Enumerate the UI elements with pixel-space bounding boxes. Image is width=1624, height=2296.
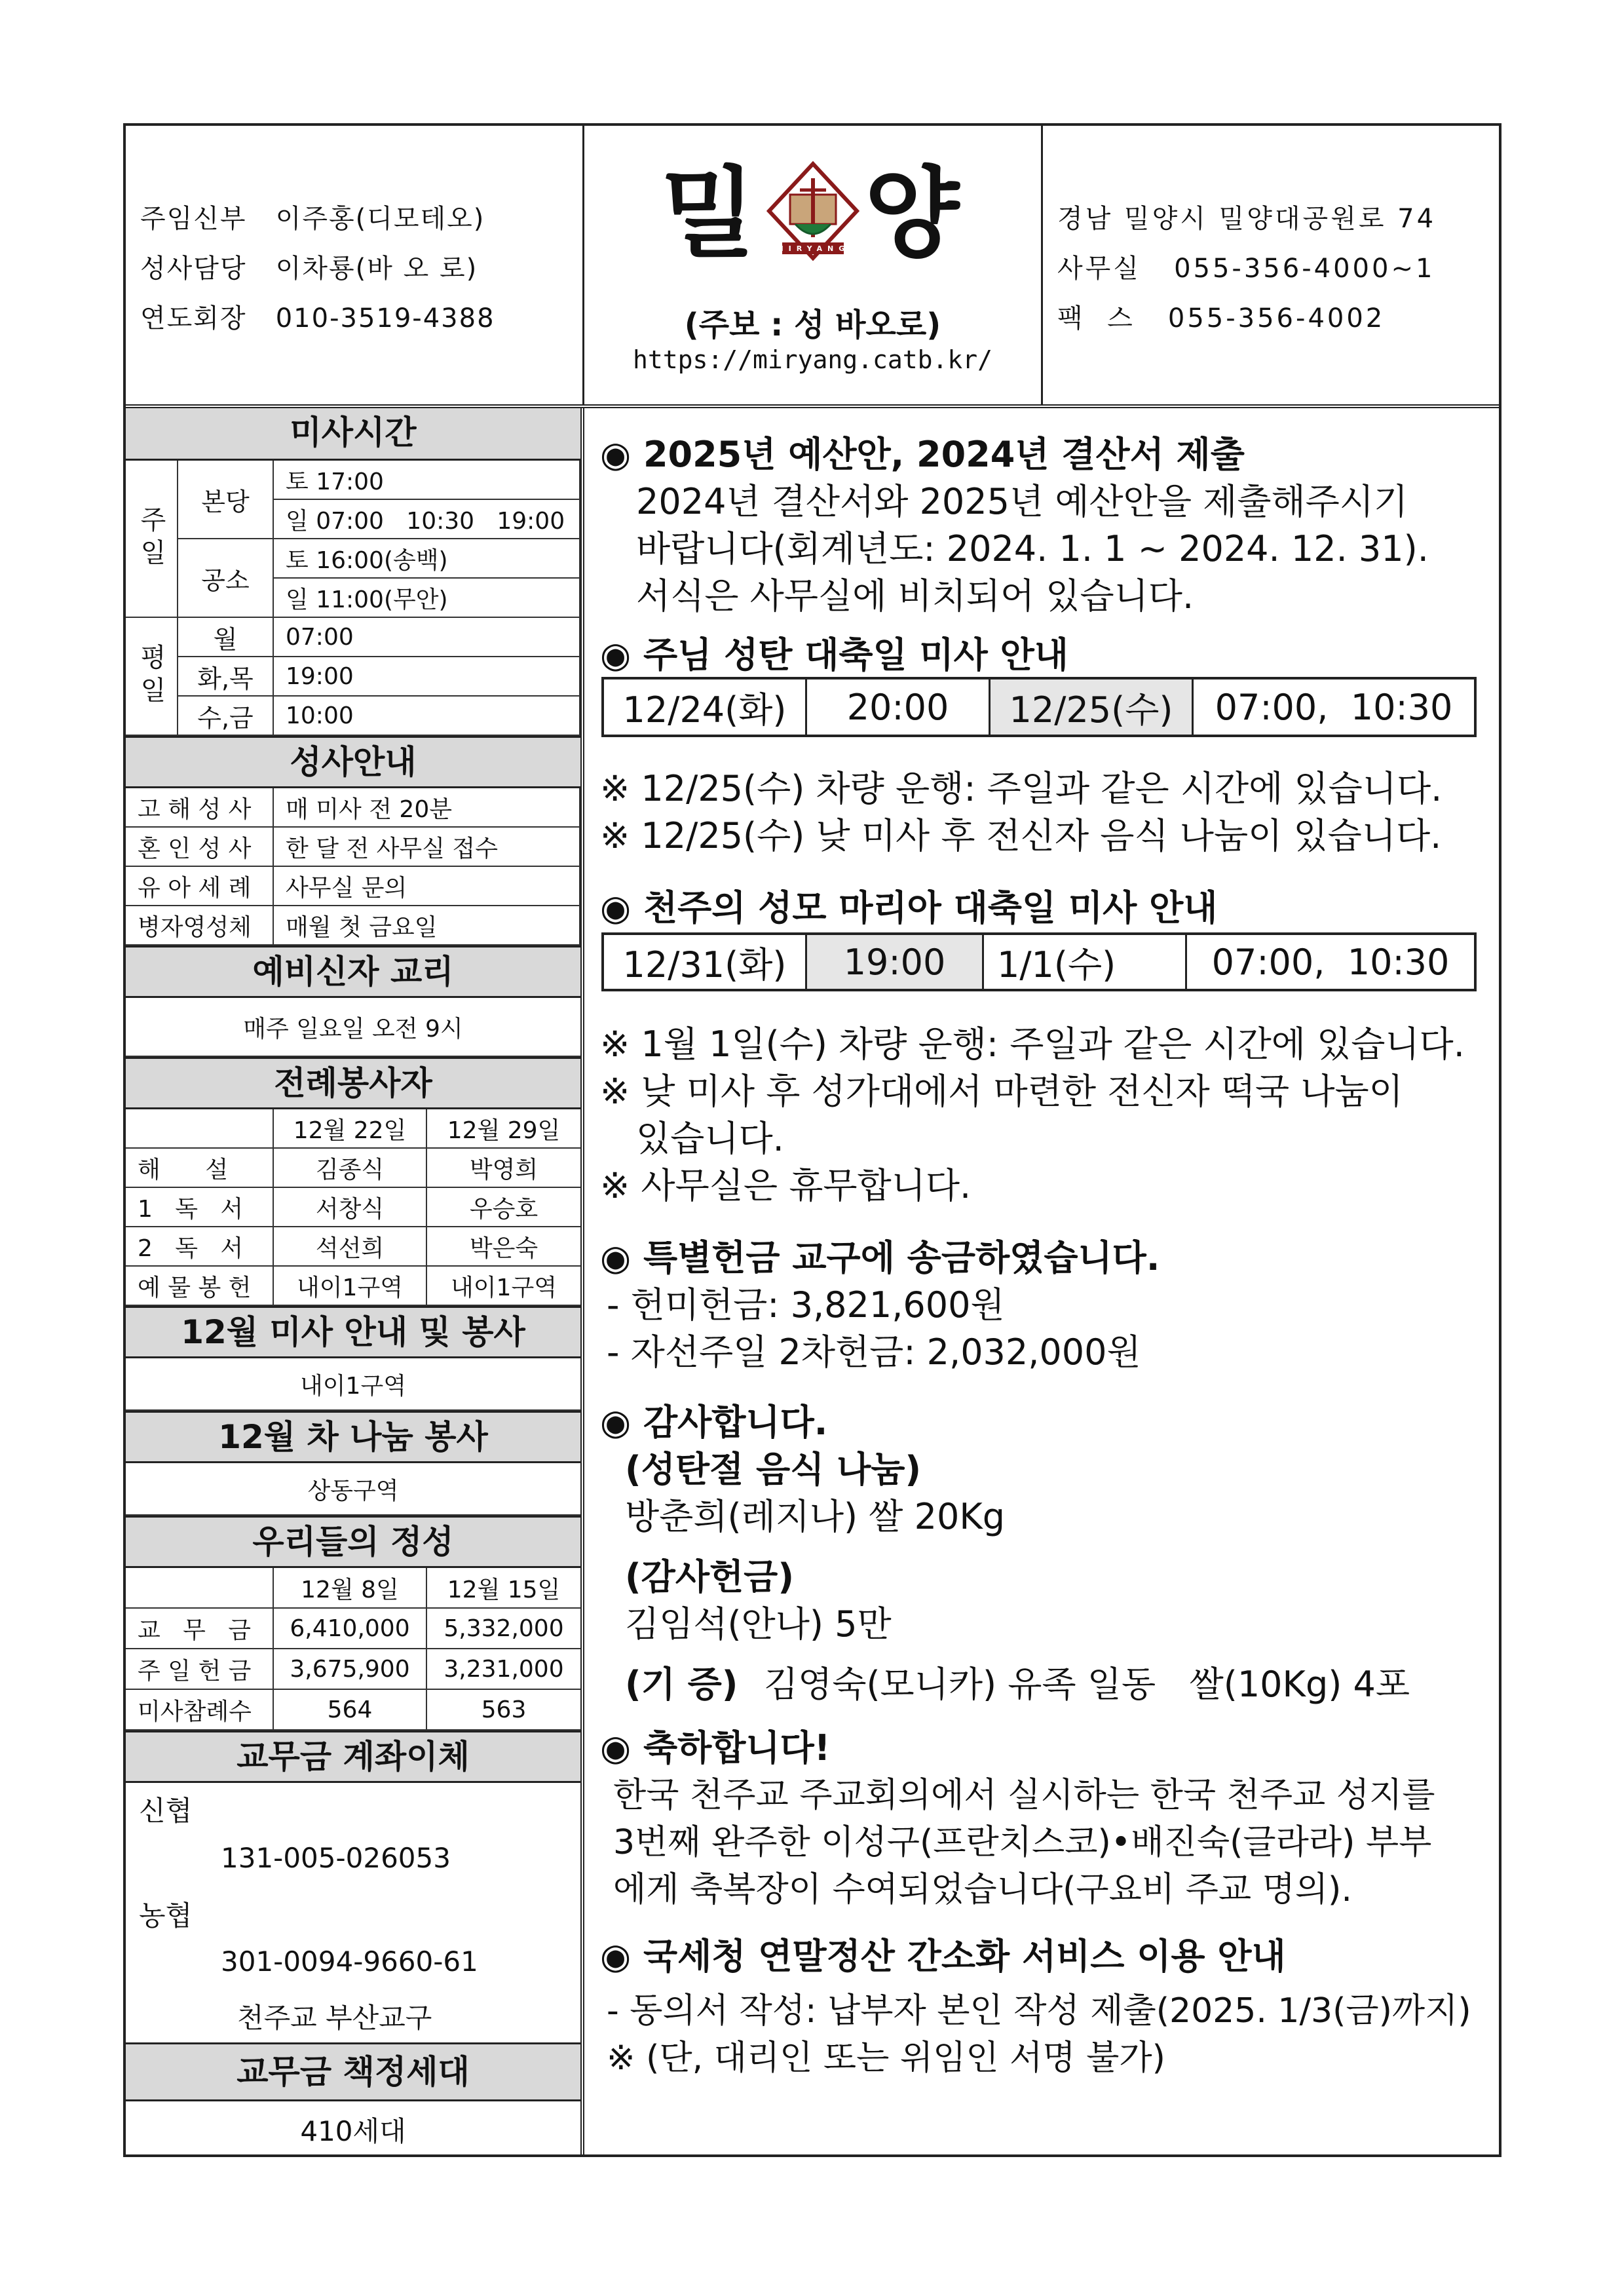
december-mass-info: 내이1구역: [126, 1358, 580, 1411]
weekday-time: 07:00: [274, 618, 580, 657]
offering-title: 우리들의 정성: [126, 1516, 580, 1568]
offering-label: 교 무 금: [126, 1609, 274, 1649]
bulletin-subtitle: (주보 : 성 바오로): [684, 307, 941, 343]
account-holder: 천주교 부산교구: [237, 2002, 432, 2034]
congrats-line: 3번째 완주한 이성구(프란치스코)•배진숙(글라라) 부부: [613, 1823, 1432, 1862]
parish-logo: 밀 MIRYANG 양: [660, 157, 965, 271]
weekday-day: 화,목: [178, 657, 274, 697]
tea-service-title: 12월 차 나눔 봉사: [126, 1411, 580, 1463]
fax-number: 팩 스 055-356-4002: [1057, 303, 1386, 334]
offering-col-header: 12월 8일: [274, 1568, 427, 1609]
liturgy-role: 2 독 서: [126, 1227, 274, 1267]
weekday-label: 평일: [126, 618, 178, 736]
mass-time: 07:00, 10:30: [1215, 686, 1453, 728]
sacrament-info: 매월 첫 금요일: [274, 906, 580, 946]
sacrament-name: 유 아 세 례: [126, 867, 274, 906]
households-count: 410세대: [300, 2114, 406, 2147]
new-year-note: ※ 1월 1일(수) 차량 운행: 주일과 같은 시간에 있습니다.: [600, 1024, 1465, 1065]
catechumen-title: 예비신자 교리: [126, 946, 580, 998]
weekday-time: 19:00: [274, 657, 580, 697]
thanks-line: 방춘희(레지나) 쌀 20Kg: [625, 1496, 1006, 1537]
announcement-title-tax: ◉ 국세청 연말정산 간소화 서비스 이용 안내: [600, 1936, 1286, 1977]
announcement-title-thanks: ◉ 감사합니다.: [600, 1402, 828, 1443]
offering-value: 3,231,000: [427, 1649, 580, 1690]
thanks-line: 김영숙(모니카) 유족 일동 쌀(10Kg) 4포: [764, 1664, 1410, 1705]
liturgy-person: 석선희: [274, 1227, 427, 1267]
weekday-day: 수,금: [178, 697, 274, 736]
announcement-title-congrats: ◉ 축하합니다!: [600, 1727, 831, 1769]
account-number: 131-005-026053: [221, 1842, 451, 1874]
bondang-label: 본당: [178, 461, 274, 539]
sacrament-info: 한 달 전 사무실 접수: [274, 828, 580, 867]
header-staff: [126, 126, 584, 404]
bullet-icon: ◉: [600, 1936, 632, 1977]
bank-name: 농협: [139, 1900, 193, 1932]
gongso-time: 토 16:00(송백): [274, 539, 580, 579]
bulletin-frame: [123, 123, 1501, 2157]
tax-line: - 동의서 작성: 납부자 본인 작성 제출(2025. 1/3(금)까지): [607, 1991, 1471, 2031]
new-year-note: ※ 낮 미사 후 성가대에서 마련한 전신자 떡국 나눔이: [600, 1071, 1403, 1112]
liturgy-col-header: 12월 29일: [427, 1109, 580, 1149]
liturgy-person: 김종식: [274, 1149, 427, 1188]
congrats-line: 한국 천주교 주교회의에서 실시하는 한국 천주교 성지를: [613, 1776, 1435, 1815]
bullet-icon: ◉: [600, 634, 632, 676]
mass-time-title: 미사시간: [126, 408, 580, 461]
offering-value: 3,675,900: [274, 1649, 427, 1690]
announcement-title-christmas: ◉ 주님 성탄 대축일 미사 안내: [600, 634, 1068, 676]
liturgy-person: 서창식: [274, 1188, 427, 1227]
mass-date: 1/1(수): [984, 935, 1187, 989]
offering-value: 5,332,000: [427, 1609, 580, 1649]
offering-value: 6,410,000: [274, 1609, 427, 1649]
staff-row: 성사담당 이차룡(바 오 로): [140, 254, 478, 284]
liturgy-role: 1 독 서: [126, 1188, 274, 1227]
liturgy-person: 박은숙: [427, 1227, 580, 1267]
bullet-icon: ◉: [600, 1727, 632, 1769]
bullet-icon: ◉: [600, 1237, 632, 1278]
offering-value: 564: [274, 1690, 427, 1731]
sacrament-info: 사무실 문의: [274, 867, 580, 906]
liturgy-role: 해 설: [126, 1149, 274, 1188]
sacrament-name: 혼 인 성 사: [126, 828, 274, 867]
mass-time: 07:00, 10:30: [1211, 941, 1450, 983]
office-phone: 사무실 055-356-4000~1: [1057, 254, 1435, 284]
announcement-title-new-year: ◉ 천주의 성모 마리아 대축일 미사 안내: [600, 887, 1218, 928]
church-emblem-icon: [764, 159, 862, 270]
liturgy-person: 박영희: [427, 1149, 580, 1188]
thanks-line: 김임석(안나) 5만: [625, 1603, 892, 1645]
header-title: [584, 126, 1043, 404]
budget-text: 바랍니다(회계년도: 2024. 1. 1 ~ 2024. 12. 31).: [636, 528, 1429, 569]
mass-date: 12/31(화): [604, 935, 807, 989]
sacrament-info: 매 미사 전 20분: [274, 788, 580, 828]
sunday-label: 주일: [126, 461, 178, 618]
offering-value: 563: [427, 1690, 580, 1731]
weekday-time: 10:00: [274, 697, 580, 736]
gongso-label: 공소: [178, 539, 274, 618]
bullet-icon: ◉: [600, 887, 632, 928]
bondang-time: 일 07:00 10:30 19:00: [274, 500, 580, 539]
thanks-subheading: (성탄절 음식 나눔): [625, 1449, 922, 1490]
liturgy-title: 전례봉사자: [126, 1057, 580, 1109]
special-offering-line: - 헌미헌금: 3,821,600원: [607, 1284, 1005, 1326]
december-mass-title: 12월 미사 안내 및 봉사: [126, 1306, 580, 1358]
new-year-note: ※ 사무실은 휴무합니다.: [600, 1165, 972, 1206]
staff-row: 연도회장 010-3519-4388: [140, 303, 495, 334]
offering-label: 미사참례수: [126, 1690, 274, 1731]
sacrament-name: 병자영성체: [126, 906, 274, 946]
tax-line: ※ (단, 대리인 또는 위임인 서명 불가): [607, 2038, 1165, 2078]
thanks-subheading: (기 증): [625, 1664, 738, 1705]
mass-time: 19:00: [807, 935, 984, 989]
offering-header-blank: [126, 1568, 274, 1609]
bullet-icon: ◉: [600, 1402, 632, 1443]
mass-date: 12/25(수): [991, 679, 1194, 735]
gongso-time: 일 11:00(무안): [274, 579, 580, 618]
announcement-title-budget: ◉ 2025년 예산안, 2024년 결산서 제출: [600, 434, 1245, 475]
mass-date: 12/24(화): [604, 679, 807, 735]
liturgy-person: 내이1구역: [427, 1267, 580, 1306]
bank-name: 신협: [139, 1795, 193, 1827]
special-offering-line: - 자선주일 2차헌금: 2,032,000원: [607, 1331, 1141, 1373]
liturgy-person: 내이1구역: [274, 1267, 427, 1306]
offering-label: 주 일 헌 금: [126, 1649, 274, 1690]
liturgy-col-header: 12월 22일: [274, 1109, 427, 1149]
budget-text: 서식은 사무실에 비치되어 있습니다.: [636, 575, 1194, 617]
christmas-note: ※ 12/25(수) 차량 운행: 주일과 같은 시간에 있습니다.: [600, 768, 1443, 809]
christmas-note: ※ 12/25(수) 낮 미사 후 전신자 음식 나눔이 있습니다.: [600, 815, 1442, 856]
budget-text: 2024년 결산서와 2025년 예산안을 제출해주시기: [636, 481, 1408, 522]
new-year-note: 있습니다.: [636, 1118, 784, 1159]
congrats-line: 에게 축복장이 수여되었습니다(구요비 주교 명의).: [613, 1870, 1352, 1909]
announcement-title-special-offering: ◉ 특별헌금 교구에 송금하였습니다.: [600, 1237, 1160, 1278]
header-contact: [1043, 126, 1501, 404]
mass-time: 20:00: [807, 679, 991, 735]
offering-col-header: 12월 15일: [427, 1568, 580, 1609]
left-sidebar: [126, 408, 584, 2157]
account-number: 301-0094-9660-61: [221, 1945, 478, 1978]
catechumen-info: 매주 일요일 오전 9시: [126, 998, 580, 1057]
liturgy-person: 우승호: [427, 1188, 580, 1227]
svg-text:MIRYANG: MIRYANG: [776, 244, 850, 253]
liturgy-role: 예 물 봉 헌: [126, 1267, 274, 1306]
thanks-subheading: (감사헌금): [625, 1556, 795, 1598]
liturgy-header-blank: [126, 1109, 274, 1149]
bondang-time: 토 17:00: [274, 461, 580, 500]
christmas-mass-table: [601, 677, 1477, 737]
website-link[interactable]: https://miryang.catb.kr/: [632, 345, 993, 374]
weekday-day: 월: [178, 618, 274, 657]
households-title: 교무금 책정세대: [126, 2042, 580, 2101]
account-title: 교무금 계좌이체: [126, 1731, 580, 1783]
address: 경남 밀양시 밀양대공원로 74: [1057, 204, 1437, 234]
tea-service-info: 상동구역: [126, 1463, 580, 1516]
new-year-mass-table: [601, 932, 1477, 991]
announcements: [587, 408, 1501, 2157]
sacrament-title: 성사안내: [126, 736, 580, 788]
bullet-icon: ◉: [600, 434, 632, 475]
staff-row: 주임신부 이주홍(디모테오): [140, 204, 485, 234]
header: [126, 126, 1499, 408]
sacrament-name: 고 해 성 사: [126, 788, 274, 828]
